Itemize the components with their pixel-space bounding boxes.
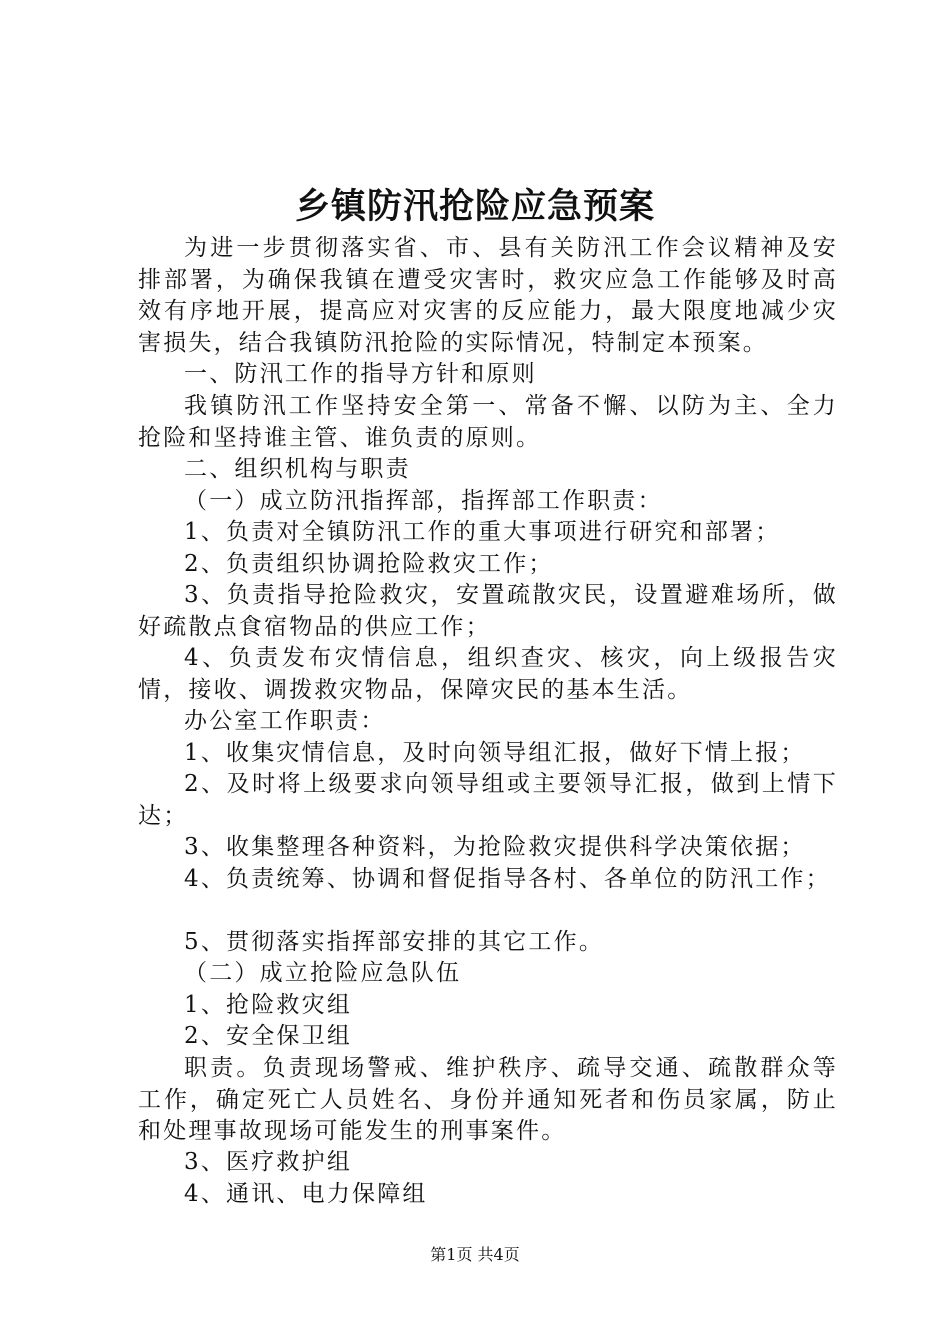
list-item: 5、贯彻落实指挥部安排的其它工作。	[184, 929, 605, 955]
subsection-heading-emergency-teams: （二）成立抢险应急队伍	[184, 960, 462, 986]
list-item: 3、负责指导抢险救灾，安置疏散灾民，设置避难场所，做好疏散点食宿物品的供应工作；	[138, 582, 838, 640]
list-item: 1、抢险救灾组	[184, 992, 353, 1018]
page-title: 乡镇防汛抢险应急预案	[294, 187, 655, 227]
office-duties-heading: 办公室工作职责：	[184, 708, 386, 734]
security-duties-paragraph: 职责。负责现场警戒、维护秩序、疏导交通、疏散群众等工作，确定死亡人员姓名、身份并通知死者和伤员家属，防止和处理事故现场可能发生的刑事案件。	[138, 1055, 838, 1144]
list-item: 3、收集整理各种资料，为抢险救灾提供科学决策依据；	[184, 834, 806, 860]
subsection-heading-command-center: （一）成立防汛指挥部，指挥部工作职责：	[184, 488, 663, 514]
list-item: 2、安全保卫组	[184, 1023, 353, 1049]
guiding-principles-paragraph: 我镇防汛工作坚持安全第一、常备不懈、以防为主、全力抢险和坚持谁主管、谁负责的原则。	[138, 393, 838, 451]
list-item: 1、负责对全镇防汛工作的重大事项进行研究和部署；	[184, 519, 781, 545]
list-item: 4、负责统筹、协调和督促指导各村、各单位的防汛工作；	[184, 866, 831, 892]
intro-paragraph: 为进一步贯彻落实省、市、县有关防汛工作会议精神及安排部署，为确保我镇在遭受灾害时，救灾应急工作能够及时高效有序地开展，提高应对灾害的反应能力，最大限度地减少灾害损失，结合我镇防汛抢险的实际情况，特制定本预案。	[138, 235, 838, 356]
section-heading-guiding-principles: 一、防汛工作的指导方针和原则	[184, 361, 537, 387]
list-item: 2、负责组织协调抢险救灾工作；	[184, 551, 554, 577]
section-heading-organization: 二、组织机构与职责	[184, 456, 411, 482]
list-item: 3、医疗救护组	[184, 1149, 353, 1175]
list-item: 4、通讯、电力保障组	[184, 1181, 428, 1207]
list-item: 4、负责发布灾情信息，组织查灾、核灾，向上级报告灾情，接收、调拨救灾物品，保障灾民的基本生活。	[138, 645, 838, 703]
page-number-footer: 第1页 共4页	[430, 1245, 520, 1264]
list-item: 2、及时将上级要求向领导组或主要领导汇报，做到上情下达；	[138, 771, 838, 829]
list-item: 1、收集灾情信息，及时向领导组汇报，做好下情上报；	[184, 740, 806, 766]
